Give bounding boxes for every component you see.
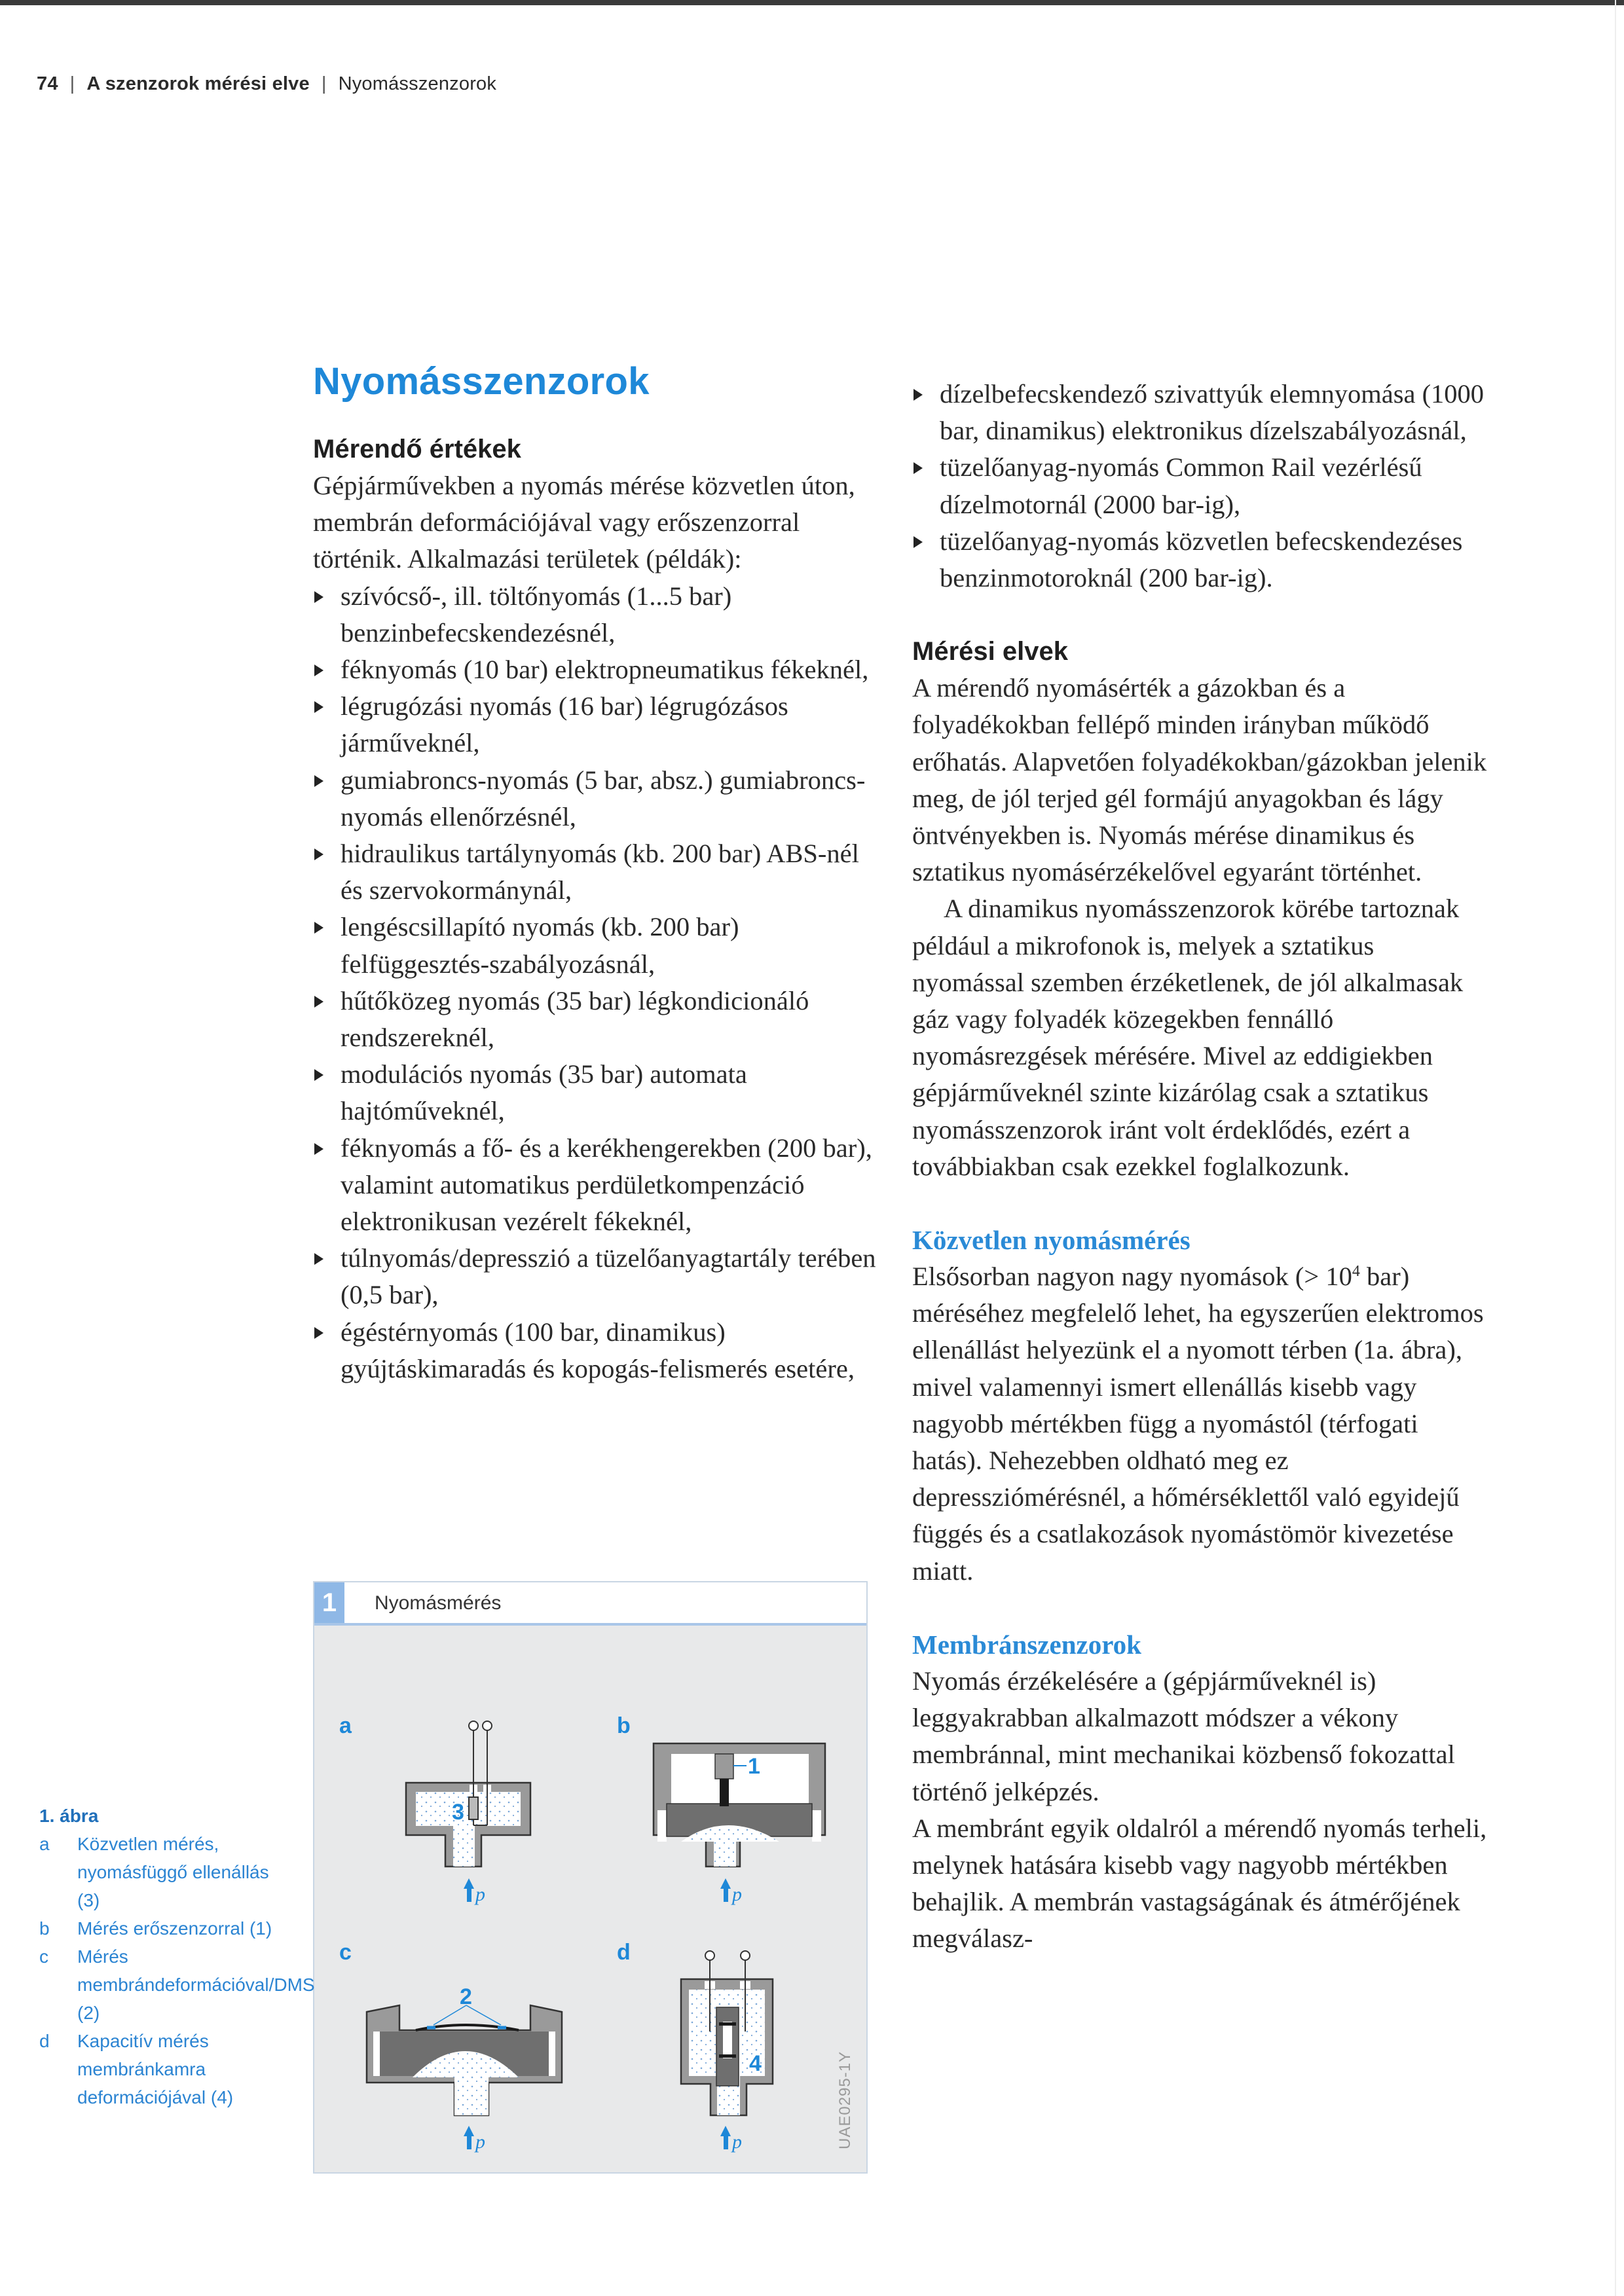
bullet-triangle-icon [314, 1069, 323, 1081]
panel-d-capacitive [681, 1951, 773, 2153]
panel-c-membrane-dms [367, 1984, 562, 2153]
separator: | [69, 73, 75, 94]
svg-text:4: 4 [749, 2051, 762, 2076]
bullet-triangle-icon [314, 591, 323, 603]
panel-label-b: b [617, 1713, 631, 1738]
paragraph: A membránt egyik oldalról a mérendő nyomás terheli, melynek hatására kisebb vagy nagyobb mértékben behajlik. A membrán vastagságának és átmérőjének megválasz- [912, 1813, 1487, 1954]
applications-list [313, 578, 883, 1387]
paragraph: Nyomás érzékelésére a (gépjárműveknél is) leggyakrabban alkalmazott módszer a vékony membránnal, mint mechanikai közbenső fokozattal történő jelképzés. [912, 1666, 1455, 1806]
list-item: modulációs nyomás (35 bar) automata hajtóműveknél, [313, 1056, 883, 1129]
bullet-triangle-icon [314, 922, 323, 934]
caption-item: b Mérés erőszenzorral (1) [39, 1918, 272, 1939]
bullet-triangle-icon [314, 1253, 323, 1265]
applications-list-continued [912, 376, 1488, 596]
panel-label-c: c [339, 1940, 352, 1965]
list-item: égéstérnyomás (100 bar, dinamikus) gyújtáskimaradás és kopogás-felismerés esetére, [313, 1314, 883, 1387]
spacer [912, 1590, 1488, 1626]
pressure-measurement-diagram [314, 1626, 866, 2172]
list-item: féknyomás (10 bar) elektropneumatikus fékeknél, [313, 651, 883, 688]
bullet-triangle-icon [314, 775, 323, 787]
svg-text:p: p [732, 1884, 742, 1905]
panel-label-a: a [339, 1713, 352, 1738]
list-item: légrugózási nyomás (16 bar) légrugózásos járműveknél, [313, 688, 883, 761]
right-column [912, 376, 1488, 1958]
bullet-triangle-icon [314, 848, 323, 860]
paragraph: A dinamikus nyomásszenzorok körébe tartoznak például a mikrofonok is, melyek a sztatikus nyomással szemben érzéketlenek, de jól alkalmasak gáz vagy folyadék közegekben fennálló nyomásrezgések mérésére. Mivel az eddigiekben gépjárműveknél szinte kizárólag csak a sztatikus nyomásszenzorok iránt volt érdeklődés, ezért a továbbiakban csak ezekkel foglalkozunk. [912, 894, 1464, 1181]
paragraph: Elsősorban nagyon nagy nyomások (> $10^4$ bar) méréséhez megfelelő lehet, ha egyszerűen elektromos ellenállást helyezünk el a nyomott térben (1a. ábra), mivel valamennyi ismert ellenállás kisebb vagy nagyobb mértékben függ a nyomástól (térfogati hatás). Nehezebben oldható meg ez depressziómérésnél, a hőmérséklettől való egyidejű függés és a csatlakozások nyomástömör kivezetése miatt. [912, 1262, 1484, 1586]
figure-code: UAE0295-1Y [836, 2050, 854, 2149]
scan-margin-line [1615, 0, 1616, 2296]
svg-text:2: 2 [460, 1984, 472, 2009]
page-number: 74 [37, 73, 58, 94]
svg-text:p: p [475, 1884, 485, 1905]
spacer [912, 596, 1488, 633]
list-item: gumiabroncs-nyomás (5 bar, absz.) gumiabroncs-nyomás ellenőrzésnél, [313, 762, 883, 835]
panel-b-force-sensor [654, 1743, 825, 1905]
panel-label-d: d [617, 1940, 631, 1965]
subheading-membranszenzorok: Membránszenzorok [912, 1629, 1141, 1660]
subheading-kozvetlen-nyomasmeres: Közvetlen nyomásmérés [912, 1225, 1190, 1256]
section-heading-meresi-elvek: Mérési elvek [912, 637, 1068, 666]
caption-title: 1. ábra [39, 1806, 99, 1826]
intro-paragraph: Gépjárművekben a nyomás mérése közvetlen úton, membrán deformációjával vagy erőszenzorral történik. Alkalmazási területek (példák): [313, 471, 855, 574]
section-title: Nyomásszenzorok [338, 73, 497, 94]
bullet-triangle-icon [314, 1327, 323, 1339]
list-item: féknyomás a fő- és a kerékhengerekben (200 bar), valamint automatikus perdületkompenzáció elektronikusan vezérelt fékeknél, [313, 1130, 883, 1241]
left-column [313, 359, 883, 1387]
page-title: Nyomásszenzorok [313, 360, 650, 403]
svg-text:1: 1 [748, 1754, 760, 1779]
caption-item: d Kapacitív mérés membránkamra deformációjával (4) [39, 2031, 234, 2107]
list-item: túlnyomás/depresszió a tüzelőanyagtartály terében (0,5 bar), [313, 1240, 883, 1313]
bullet-triangle-icon [314, 1143, 323, 1155]
caption-item: a Közvetlen mérés, nyomásfüggő ellenállás (3) [39, 1834, 269, 1910]
spacer [912, 1185, 1488, 1222]
bullet-triangle-icon [913, 389, 923, 401]
scan-edge [0, 0, 1624, 5]
figure-header [314, 1582, 866, 1626]
bullet-triangle-icon [913, 536, 923, 548]
bullet-triangle-icon [913, 462, 923, 474]
svg-text:p: p [732, 2131, 742, 2153]
running-head [37, 73, 496, 95]
bullet-triangle-icon [314, 701, 323, 713]
bullet-triangle-icon [314, 996, 323, 1008]
caption-item: c Mérés membrándeformációval/DMS (2) [39, 1946, 315, 2023]
section-heading-merendo-ertekek: Mérendő értékek [313, 435, 521, 464]
list-item: hidraulikus tartálynyomás (kb. 200 bar) ABS-nél és szervokormánynál, [313, 835, 883, 909]
bullet-triangle-icon [314, 665, 323, 676]
superscript: 4 [1352, 1263, 1360, 1281]
svg-text:p: p [475, 2131, 485, 2153]
figure-1 [313, 1581, 868, 2174]
list-item: tüzelőanyag-nyomás közvetlen befecskendezéses benzinmotoroknál (200 bar-ig). [912, 523, 1488, 596]
svg-text:3: 3 [452, 1800, 464, 1825]
list-item: dízelbefecskendező szivattyúk elemnyomása (1000 bar, dinamikus) elektronikus dízelszabályozásnál, [912, 376, 1488, 449]
figure-caption [39, 1802, 315, 2111]
figure-title: Nyomásmérés [375, 1592, 502, 1614]
panel-a-resistor-sensor [406, 1721, 530, 1905]
paragraph: A mérendő nyomásérték a gázokban és a folyadékokban fellépő minden irányban működő erőhatás. Alapvetően folyadékokban/gázokban jelenik meg, de jól terjed gél formájú anyagokban és lágy öntvényekben is. Nyomás mérése dinamikus és sztatikus nyomásérzékelővel egyaránt történhet. [912, 673, 1487, 887]
list-item: szívócső-, ill. töltőnyomás (1...5 bar) benzinbefecskendezésnél, [313, 578, 883, 651]
figure-number-tab: 1 [314, 1582, 344, 1623]
chapter-title: A szenzorok mérési elve [86, 73, 310, 94]
list-item: lengéscsillapító nyomás (kb. 200 bar) felfüggesztés-szabályozásnál, [313, 909, 883, 982]
list-item: hűtőközeg nyomás (35 bar) légkondicionáló rendszereknél, [313, 983, 883, 1056]
list-item: tüzelőanyag-nyomás Common Rail vezérlésű dízelmotornál (2000 bar-ig), [912, 449, 1488, 522]
separator: | [321, 73, 327, 94]
